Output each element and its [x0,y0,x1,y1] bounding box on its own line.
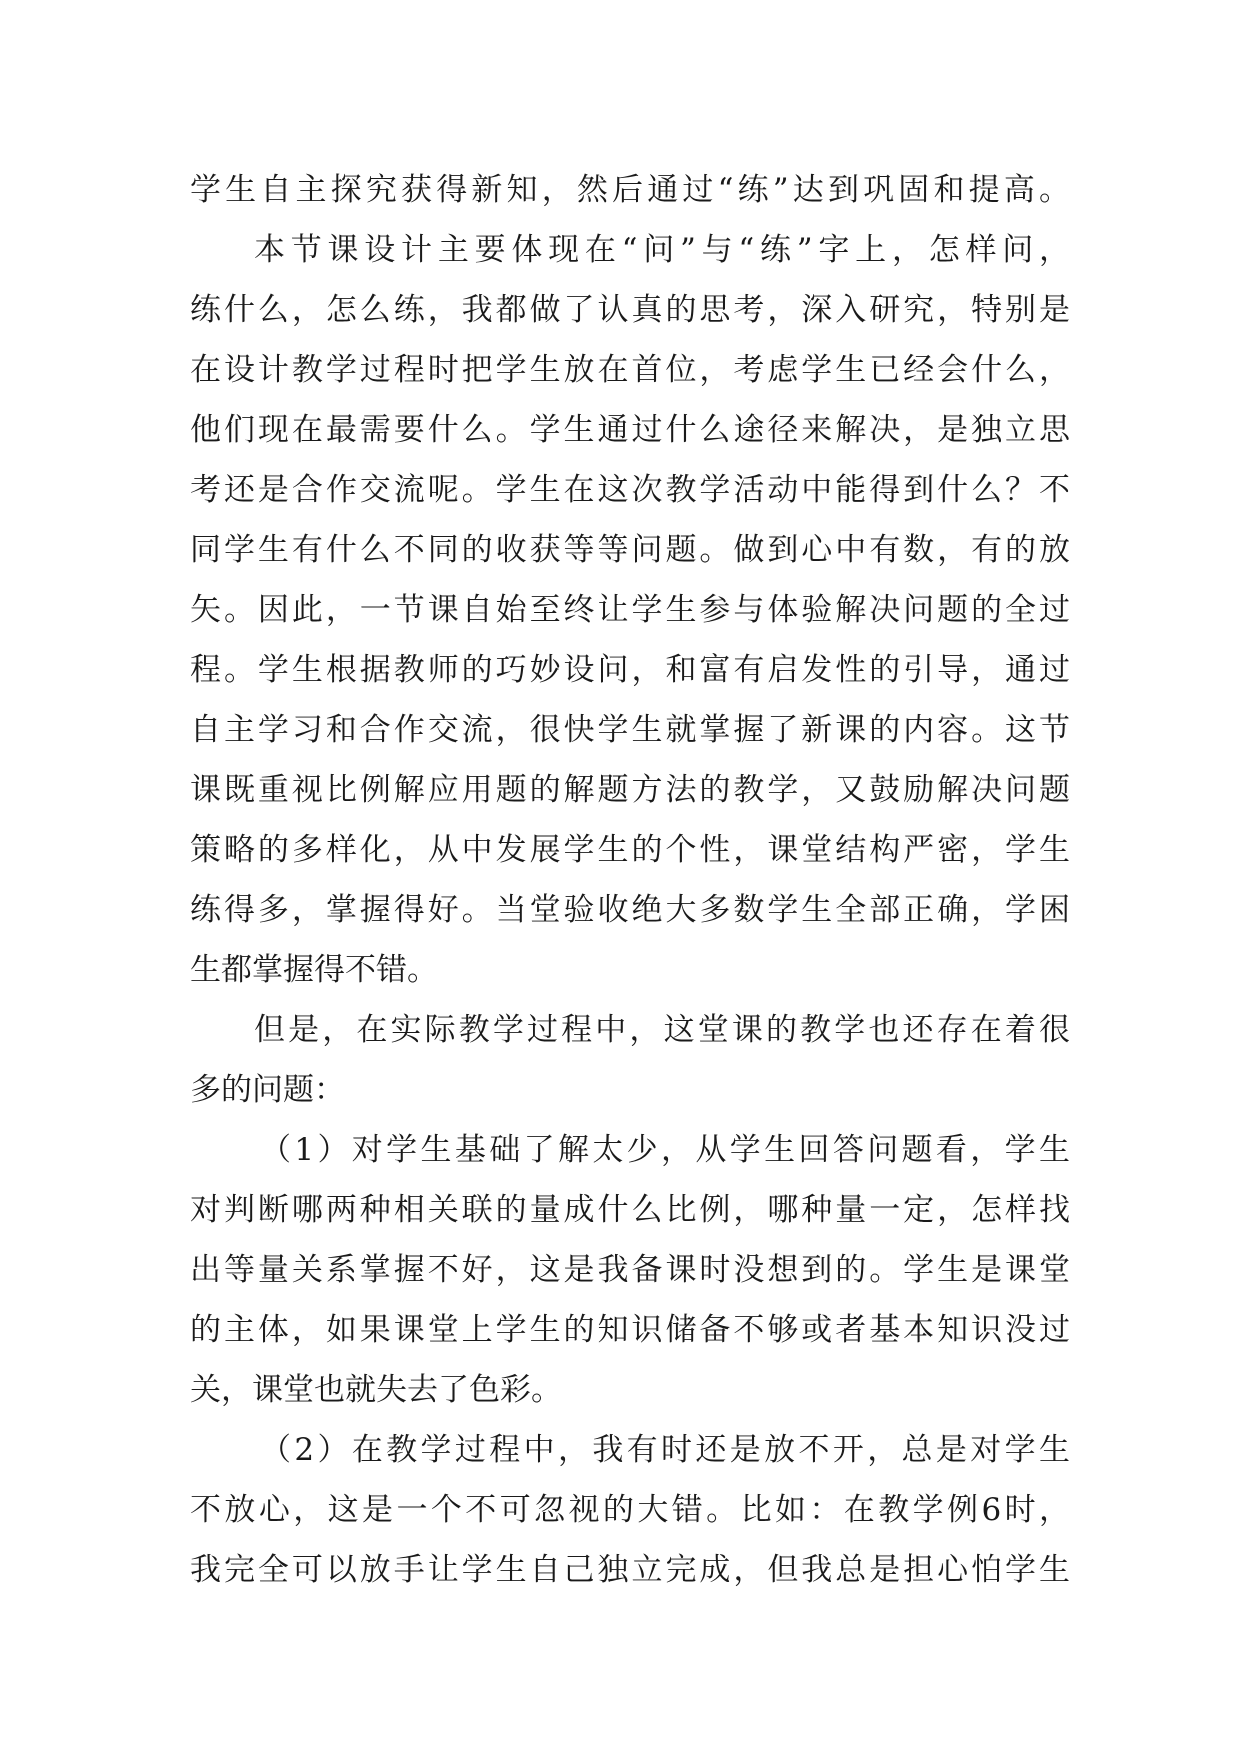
text-line: 不放心，这是一个不可忽视的大错。比如：在教学例6时， [190,1492,1070,1528]
text-line: 练什么，怎么练，我都做了认真的思考，深入研究，特别是 [190,292,1070,328]
text-line: 对判断哪两种相关联的量成什么比例，哪种量一定，怎样找 [190,1192,1070,1228]
text-line: 策略的多样化，从中发展学生的个性，课堂结构严密，学生 [190,832,1070,868]
text-line: 同学生有什么不同的收获等等问题。做到心中有数，有的放 [190,532,1070,568]
text-line: 矢。因此，一节课自始至终让学生参与体验解决问题的全过 [190,592,1070,628]
paragraph-start-line: 本节课设计主要体现在“问”与“练”字上，怎样问， [254,232,1070,268]
text-line: 在设计教学过程时把学生放在首位，考虑学生已经会什么， [190,352,1070,388]
text-line: 生都掌握得不错。 [190,952,438,988]
text-line: 出等量关系掌握不好，这是我备课时没想到的。学生是课堂 [190,1252,1070,1288]
text-line: 程。学生根据教师的巧妙设问，和富有启发性的引导，通过 [190,652,1070,688]
text-line: 练得多，掌握得好。当堂验收绝大多数学生全部正确，学困 [190,892,1070,928]
list-item-start-line: （1）对学生基础了解太少，从学生回答问题看，学生 [260,1132,1070,1168]
text-line: 他们现在最需要什么。学生通过什么途径来解决，是独立思 [190,412,1070,448]
text-line: 关，课堂也就失去了色彩。 [190,1372,562,1408]
text-line: 多的问题： [190,1072,345,1108]
text-line: 学生自主探究获得新知，然后通过“练”达到巩固和提高。 [190,172,1070,208]
text-line: 课既重视比例解应用题的解题方法的教学，又鼓励解决问题 [190,772,1070,808]
text-line: 自主学习和合作交流，很快学生就掌握了新课的内容。这节 [190,712,1070,748]
text-line: 我完全可以放手让学生自己独立完成，但我总是担心怕学生 [190,1552,1070,1588]
paragraph-start-line: 但是，在实际教学过程中，这堂课的教学也还存在着很 [254,1012,1070,1048]
document-body [190,160,1070,1600]
text-line: 考还是合作交流呢。学生在这次教学活动中能得到什么？不 [190,472,1070,508]
text-line: 的主体，如果课堂上学生的知识储备不够或者基本知识没过 [190,1312,1070,1348]
list-item-start-line: （2）在教学过程中，我有时还是放不开，总是对学生 [260,1432,1070,1468]
